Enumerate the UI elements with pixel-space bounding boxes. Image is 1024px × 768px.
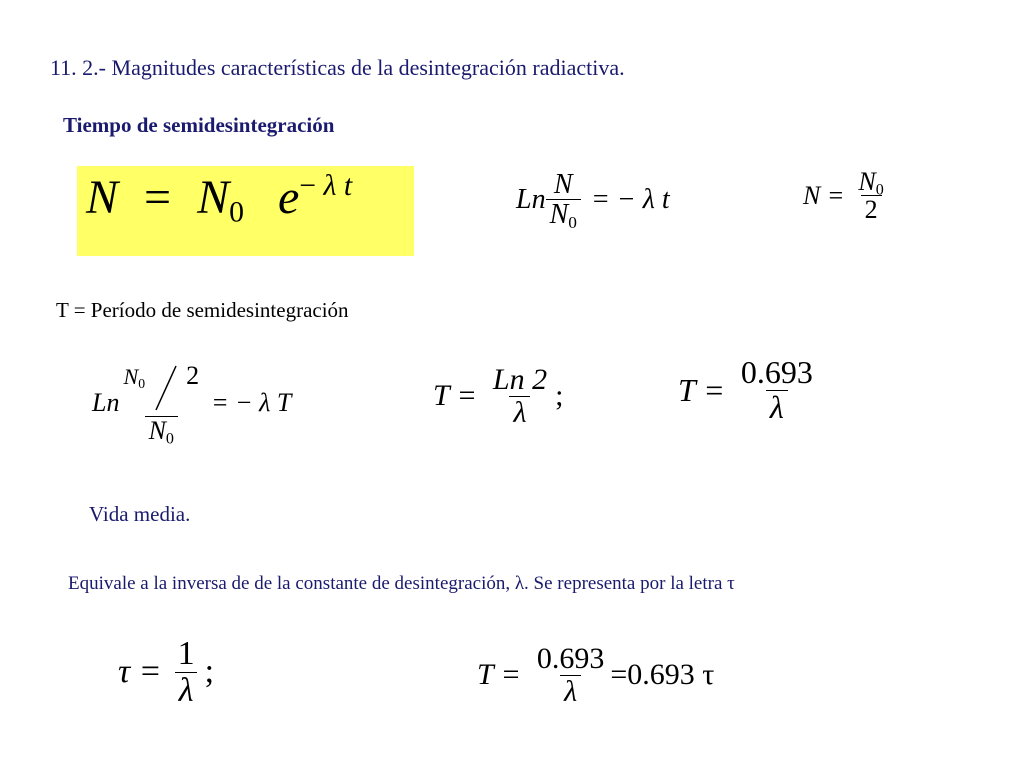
eq-ttau-den: λ bbox=[560, 675, 581, 708]
eq-main-sub0: 0 bbox=[229, 195, 244, 229]
eq-lnh-inner-den: 2 bbox=[186, 361, 200, 390]
tau-equation bbox=[118, 636, 214, 708]
eq-lnh-inner-num: N bbox=[123, 364, 139, 389]
eq-tau-fraction bbox=[174, 636, 199, 708]
section-heading-vida-media: Vida media. bbox=[89, 502, 191, 526]
slide-title: 11. 2.- Magnitudes características de la desintegración radiactiva. bbox=[50, 55, 625, 80]
eq-main-N: N bbox=[197, 171, 230, 224]
eq-ln-num: N bbox=[553, 169, 573, 200]
eq-t0693-lhs: T = bbox=[678, 371, 725, 408]
eq-main-exp-minus: − bbox=[299, 169, 317, 203]
eq-main-exp-lambda: λ bbox=[323, 169, 337, 203]
eq-ln-rhs: = − λ t bbox=[590, 183, 670, 215]
eq-tln2-lhs: T = bbox=[433, 379, 477, 412]
eq-half-fraction bbox=[854, 168, 887, 224]
eq-tln2-fraction bbox=[489, 364, 551, 428]
eq-main-equals: = bbox=[144, 171, 172, 224]
eq-ttau-fraction bbox=[533, 643, 609, 707]
log-equation bbox=[516, 169, 670, 233]
period-label: T = Período de semidesintegración bbox=[56, 298, 349, 322]
eq-ln-den: N bbox=[549, 199, 569, 231]
half-equation bbox=[803, 168, 888, 224]
eq-ttau-lhs: T = bbox=[477, 658, 521, 691]
period-tau-equation bbox=[477, 643, 714, 707]
eq-lnh-slash bbox=[152, 364, 180, 414]
eq-lnh-fraction bbox=[119, 361, 203, 448]
eq-main-exp-t: t bbox=[343, 169, 353, 203]
period-ln2-equation bbox=[433, 364, 563, 428]
eq-tln2-den: λ bbox=[509, 396, 530, 429]
eq-half-num: N bbox=[858, 167, 876, 196]
eq-tau-den: λ bbox=[175, 672, 198, 709]
log-half-equation bbox=[92, 361, 292, 448]
eq-tln2-semicolon: ; bbox=[555, 379, 564, 412]
eq-main-e: e bbox=[277, 171, 300, 224]
eq-t0693-fraction bbox=[737, 356, 817, 424]
eq-ln-fraction bbox=[546, 169, 581, 233]
eq-half-den: 2 bbox=[861, 195, 882, 223]
eq-half-num-sub: 0 bbox=[875, 181, 884, 199]
period-0693-equation bbox=[678, 356, 817, 424]
eq-lnh-den-sub: 0 bbox=[165, 430, 174, 448]
eq-ttau-num: 0.693 bbox=[536, 642, 605, 675]
eq-ttau-rhs: =0.693 τ bbox=[610, 658, 715, 691]
eq-ln-ln: Ln bbox=[516, 183, 546, 215]
eq-lnh-den: N bbox=[148, 416, 166, 445]
eq-tau-lhs: τ = bbox=[118, 653, 162, 691]
tau-definition-text: Equivale a la inversa de de la constante de desintegración, λ. Se representa por la letra τ bbox=[68, 573, 735, 594]
eq-t0693-den: λ bbox=[766, 390, 788, 425]
decay-law-equation bbox=[86, 169, 353, 229]
eq-lnh-ln: Ln bbox=[92, 388, 120, 418]
eq-ln-den-sub: 0 bbox=[568, 213, 577, 233]
section-heading-semidesintegracion: Tiempo de semidesintegración bbox=[63, 113, 335, 137]
eq-t0693-num: 0.693 bbox=[740, 354, 813, 390]
eq-lnh-inner-sub: 0 bbox=[138, 375, 146, 391]
eq-tln2-num: Ln 2 bbox=[492, 363, 548, 396]
eq-lnh-rhs: = − λ T bbox=[211, 388, 292, 418]
eq-main-lhs: N bbox=[86, 171, 119, 224]
eq-tau-num: 1 bbox=[177, 635, 195, 672]
eq-half-lhs: N = bbox=[803, 180, 845, 210]
eq-tau-semicolon: ; bbox=[204, 653, 215, 691]
